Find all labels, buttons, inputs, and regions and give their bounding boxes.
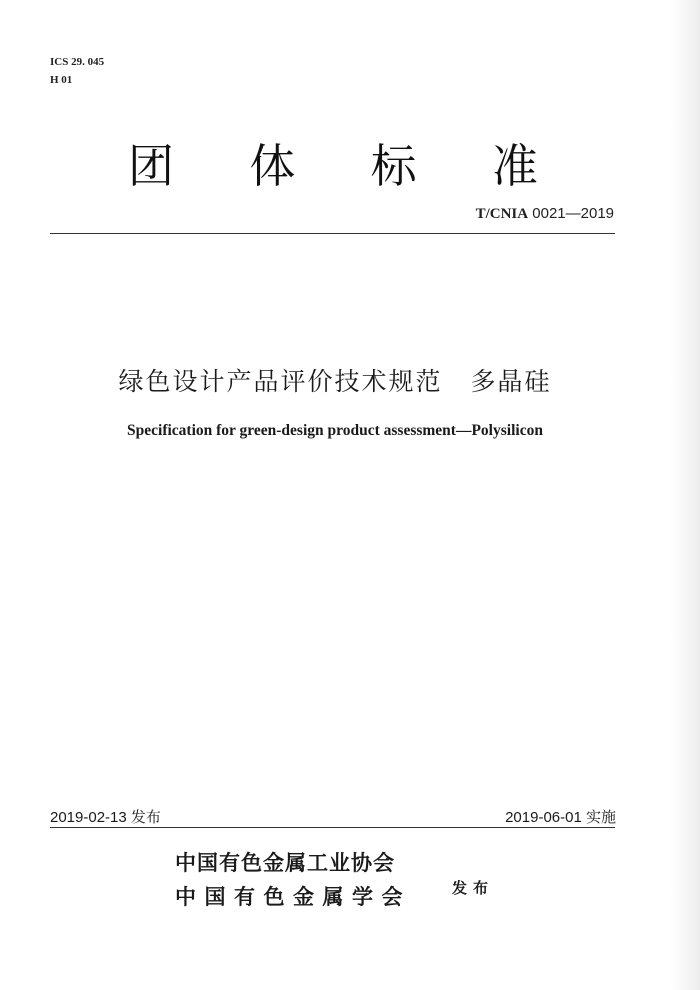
page-edge-shadow [670,0,700,990]
category-char: 准 [491,139,538,193]
bottom-divider [50,827,615,828]
ccs-code-text: H 01 [50,74,73,86]
standard-number-prefix: T/CNIA [475,206,529,222]
publishers-block [175,846,411,914]
publisher-name: 中国有色金属工业协会 [175,850,395,875]
chinese-title-sub: 多晶硅 [470,367,552,396]
category-char: 团 [128,139,174,193]
standard-category-title [128,130,538,196]
category-char: 体 [249,139,296,193]
top-divider [50,233,615,234]
publish-label: 发布 [452,879,495,897]
ics-code [50,56,104,68]
ics-code-text: ICS 29. 045 [50,56,105,68]
standard-number-value: 0021—2019 [528,205,614,222]
publisher-name: 中国有色金属学会 [175,884,411,909]
implementation-date: 2019-06-01 实施 [505,809,616,826]
issue-date: 2019-02-13 发布 [50,809,161,826]
chinese-title-main: 绿色设计产品评价技术规范 [118,367,443,396]
chinese-title [0,362,670,398]
category-char: 标 [370,139,417,193]
standard-number [476,205,614,223]
english-title: Specification for green-design product assessment—Polysilicon [127,422,543,439]
ccs-code [50,74,72,86]
